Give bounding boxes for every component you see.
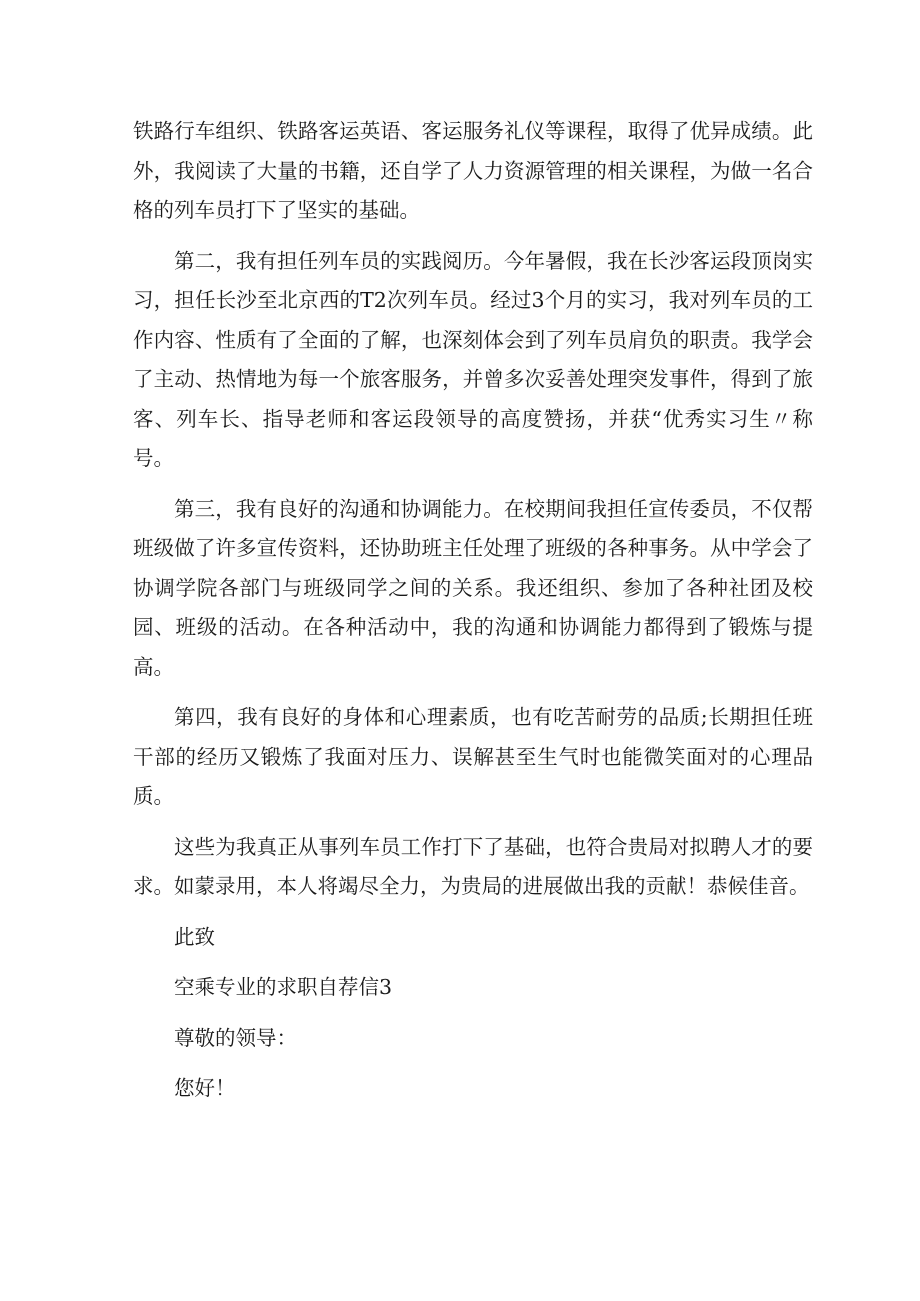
paragraph-course-summary: 铁路行车组织、铁路客运英语、客运服务礼仪等课程，取得了优异成绩。此外，我阅读了大量的书籍，还自学了人力资源管理的相关课程，为做一名合格的列车员打下了坚实的基础。 xyxy=(133,119,813,222)
paragraph-conclusion: 这些为我真正从事列车员工作打下了基础，也符合贵局对拟聘人才的要求。如蒙录用，本人将竭尽全力，为贵局的进展做出我的贡献！恭候佳音。 xyxy=(133,834,813,898)
next-letter-title: 空乘专业的求职自荐信3 xyxy=(174,975,393,999)
greeting-line: 您好！ xyxy=(174,1076,236,1100)
salutation-line: 尊敬的领导： xyxy=(174,1025,297,1050)
letter-body xyxy=(133,112,813,1120)
paragraph-physical-mental-quality: 第四，我有良好的身体和心理素质，也有吃苦耐劳的品质;长期担任班干部的经历又锻炼了我面对压力、误解甚至生气时也能微笑面对的心理品质。 xyxy=(133,705,813,808)
paragraph-practice-experience: 第二，我有担任列车员的实践阅历。今年暑假，我在长沙客运段顶岗实习，担任长沙至北京西的T2次列车员。经过3个月的实习，我对列车员的工作内容、性质有了全面的了解，也深刻体会到了列车员肩负的职责。我学会了主动、热情地为每一个旅客服务，并曾多次妥善处理突发事件，得到了旅客、列车长、指导老师和客运段领导的高度赞扬，并获“优秀实习生〃称号。 xyxy=(133,248,813,470)
closing-line: 此致 xyxy=(174,924,215,949)
paragraph-communication-skills: 第三，我有良好的沟通和协调能力。在校期间我担任宣传委员，不仅帮班级做了许多宣传资料，还协助班主任处理了班级的各种事务。从中学会了协调学院各部门与班级同学之间的关系。我还组织、参加了各种社团及校园、班级的活动。在各种活动中，我的沟通和协调能力都得到了锻炼与提高。 xyxy=(133,496,813,679)
